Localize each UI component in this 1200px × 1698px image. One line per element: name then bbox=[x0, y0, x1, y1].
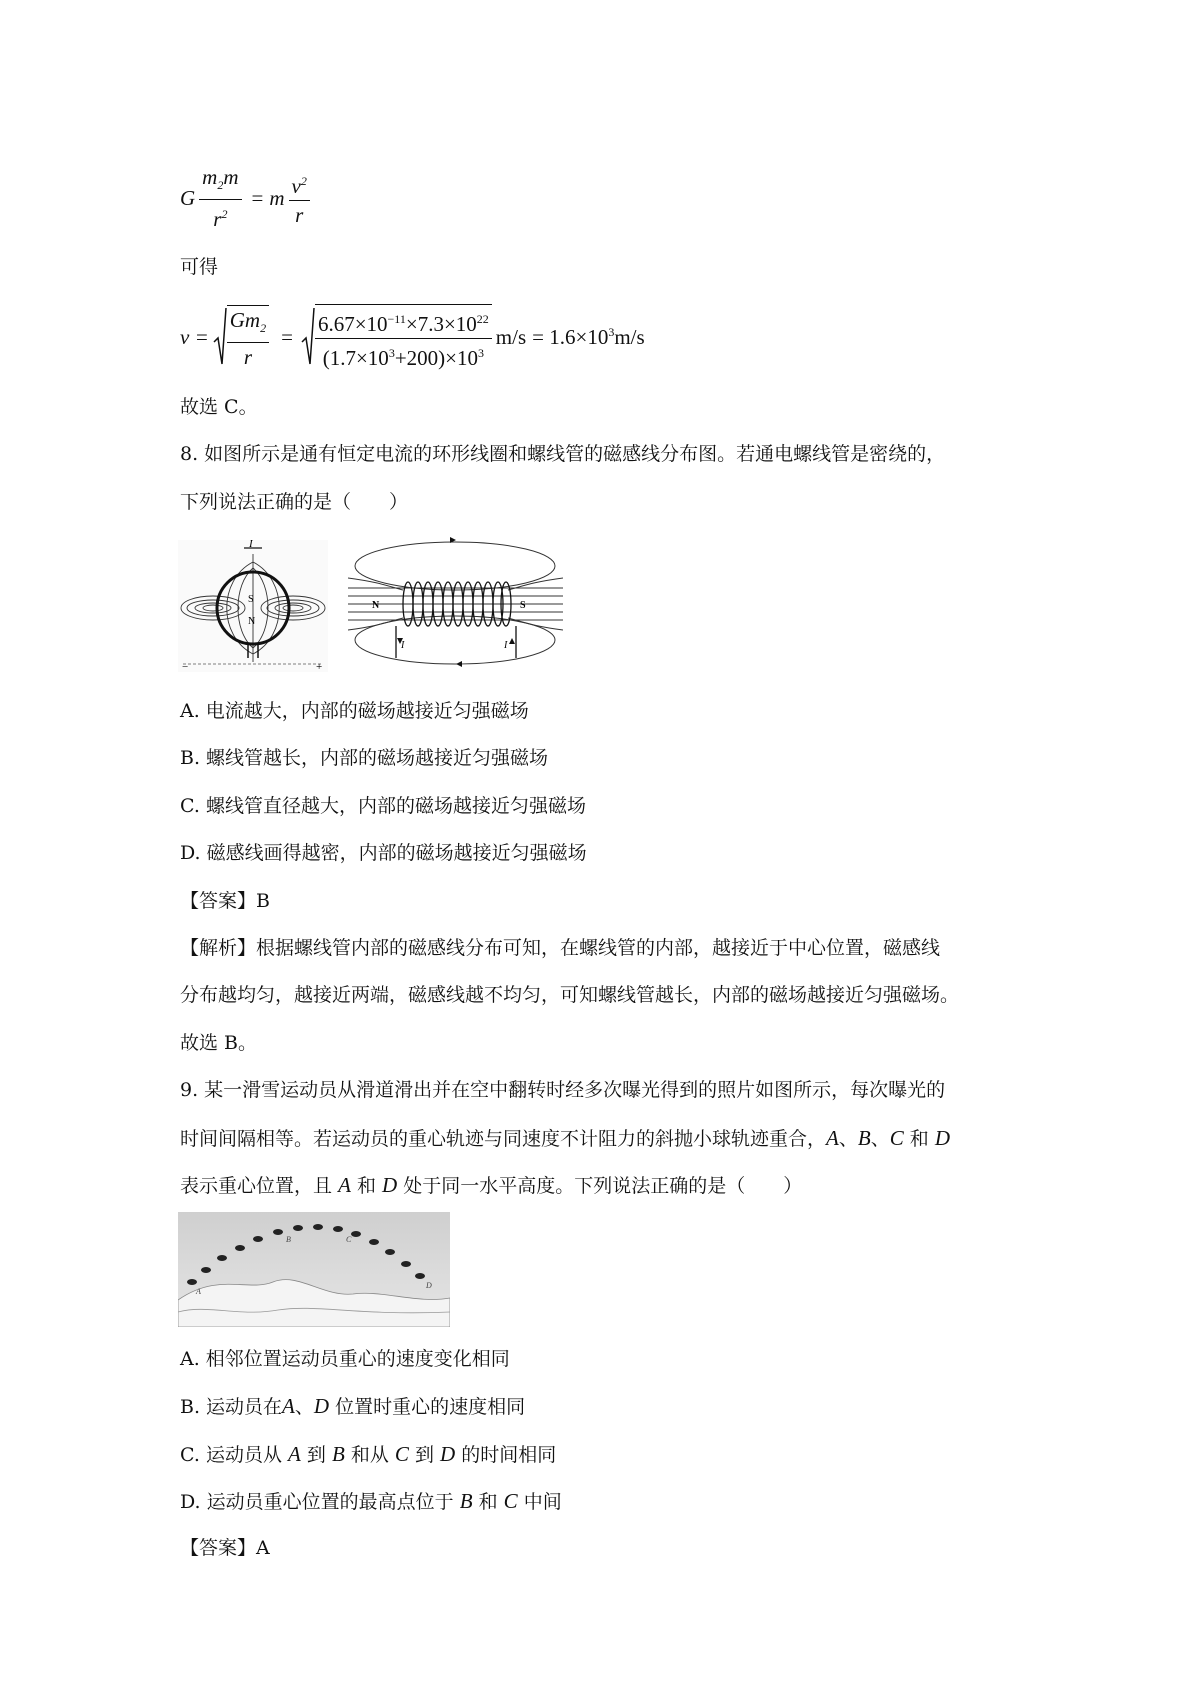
solenoid-left-current-label: I bbox=[401, 640, 405, 651]
sqrt-sign-1 bbox=[213, 306, 227, 368]
solenoid-right-current-label: I bbox=[504, 640, 508, 651]
q9-option-c: C. 运动员从 A 到 B 和从 C 到 D 的时间相同 bbox=[180, 1442, 557, 1466]
q8-option-d: D. 磁感线画得越密，内部的磁场越接近匀强磁场 bbox=[180, 842, 587, 864]
ring-minus-label: − bbox=[182, 661, 189, 672]
G-symbol: G bbox=[180, 185, 196, 210]
equals: = bbox=[251, 185, 264, 210]
fraction-v2-r: $\frac{v^2}{r}$ bbox=[289, 169, 310, 227]
ring-N-label: N bbox=[248, 616, 256, 627]
q7-conclusion: 故选 C。 bbox=[180, 396, 258, 418]
sqrt-fraction-2: $\frac{6.67\times 10^{-11}\times 7.3\times 10^{22}}{(1.7\times 10^3+200)\times 10^3}$ bbox=[315, 304, 492, 370]
solenoid-S-label: S bbox=[520, 600, 526, 611]
sqrt-sign-2 bbox=[301, 306, 315, 368]
photo-point-A: A bbox=[196, 1287, 201, 1296]
fraction-m2m-r2: $\frac{m_2m}{r^2}$ bbox=[199, 165, 241, 231]
q8-answer: 【答案】B bbox=[180, 890, 270, 912]
q8-stem-line2: 下列说法正确的是（ ） bbox=[180, 491, 409, 513]
sqrt-fraction-1: $\frac{Gm_2}{r}$ bbox=[227, 305, 269, 369]
q8-option-a: A. 电流越大，内部的磁场越接近匀强磁场 bbox=[180, 700, 529, 722]
q9-option-b: B. 运动员在A、D 位置时重心的速度相同 bbox=[180, 1394, 526, 1418]
photo-point-D: D bbox=[426, 1281, 432, 1290]
q9-stem-line1: 9. 某一滑雪运动员从滑道滑出并在空中翻转时经多次曝光得到的照片如图所示，每次曝光的 bbox=[180, 1079, 946, 1101]
gravitation-formula bbox=[180, 164, 314, 232]
ring-current-label: I bbox=[249, 540, 253, 550]
q8-analysis-line2: 分布越均匀，越接近两端，磁感线越不均匀，可知螺线管越长，内部的磁场越接近匀强磁场。 bbox=[180, 984, 960, 1006]
m-symbol: m bbox=[269, 185, 285, 210]
skier-photo-figure bbox=[178, 1212, 450, 1327]
solenoid-figure bbox=[348, 536, 563, 671]
solenoid-N-label: N bbox=[372, 600, 380, 611]
ring-coil-figure bbox=[178, 540, 328, 672]
velocity-formula: v = $\frac{Gm_2}{r}$ = $\frac{6.67\times 10^{-11}\times 7.3\times 10^{22}}{(1.7\times 10^3+200)\times 10^3}$ m/s = $1.6\times 10^3m/s$ bbox=[180, 302, 645, 372]
ring-S-label: S bbox=[248, 594, 254, 605]
q9-option-a: A. 相邻位置运动员重心的速度变化相同 bbox=[180, 1348, 510, 1370]
kede-text: 可得 bbox=[180, 256, 219, 278]
photo-point-B: B bbox=[286, 1235, 291, 1244]
q9-stem-line3: 表示重心位置，且 A 和 D 处于同一水平高度。下列说法正确的是（ ） bbox=[180, 1173, 803, 1197]
photo-point-C: C bbox=[346, 1235, 352, 1244]
ring-plus-label: + bbox=[316, 661, 323, 672]
q8-analysis-line1: 【解析】根据螺线管内部的磁感线分布可知，在螺线管的内部，越接近于中心位置，磁感线 bbox=[180, 937, 941, 959]
q9-stem-line2: 时间间隔相等。若运动员的重心轨迹与同速度不计阻力的斜抛小球轨迹重合，A、B、C 和 D bbox=[180, 1126, 950, 1150]
q8-option-b: B. 螺线管越长，内部的磁场越接近匀强磁场 bbox=[180, 747, 549, 769]
q8-conclusion: 故选 B。 bbox=[180, 1032, 258, 1054]
q9-option-d: D. 运动员重心位置的最高点位于 B 和 C 中间 bbox=[180, 1489, 562, 1513]
q8-stem-line1: 8. 如图所示是通有恒定电流的环形线圈和螺线管的磁感线分布图。若通电螺线管是密绕的， bbox=[180, 443, 946, 465]
q9-answer: 【答案】A bbox=[180, 1537, 270, 1559]
q8-option-c: C. 螺线管直径越大，内部的磁场越接近匀强磁场 bbox=[180, 795, 586, 817]
